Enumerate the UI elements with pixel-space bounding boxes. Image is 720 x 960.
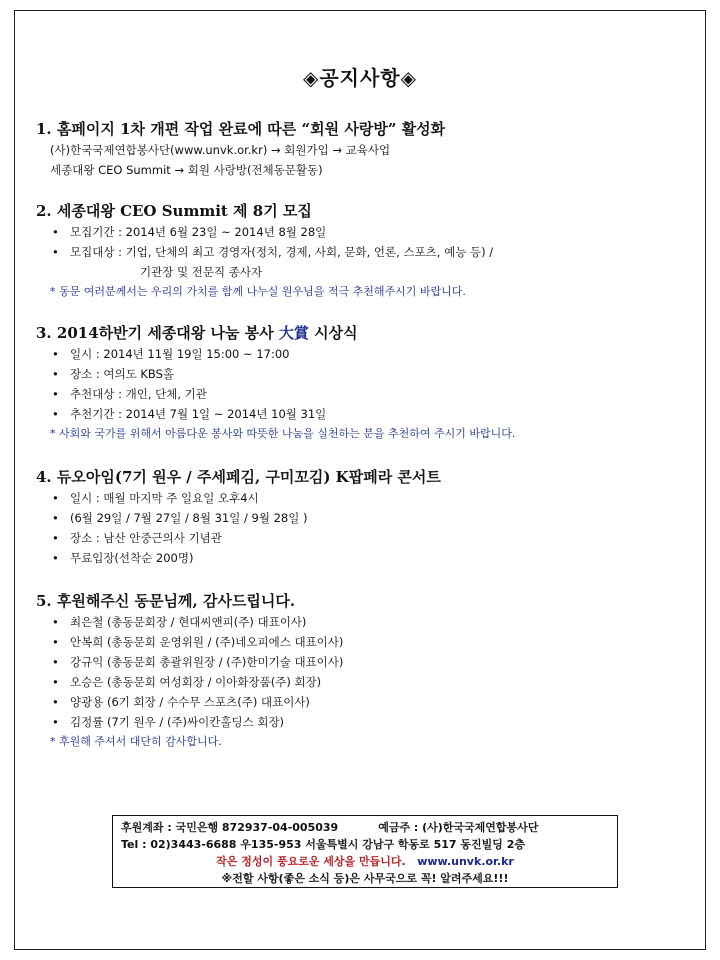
bullet-icon: • bbox=[52, 715, 59, 729]
bullet-icon: • bbox=[52, 511, 59, 525]
bullet-icon: • bbox=[52, 655, 59, 669]
section-4 bbox=[36, 466, 696, 568]
bullet-icon: • bbox=[52, 615, 59, 629]
section-3-note: * 사회와 국가를 위해서 아름다운 봉사와 따뜻한 나눔을 실천하는 분을 추천하여 주시기 바랍니다. bbox=[50, 427, 516, 440]
list-item: • 안복희 (총동문회 운영위원 / (주)네오피에스 대표이사) bbox=[36, 632, 696, 652]
list-item: • 일시 : 2014년 11월 19일 15:00 ~ 17:00 bbox=[36, 344, 696, 364]
bullet-icon: • bbox=[52, 407, 59, 421]
bullet-icon: • bbox=[52, 531, 59, 545]
list-item: • 일시 : 매월 마지막 주 일요일 오후4시 bbox=[36, 488, 696, 508]
award-highlight: 大賞 bbox=[278, 324, 309, 342]
website-link[interactable]: www.unvk.or.kr bbox=[417, 855, 514, 868]
section-2-note: * 동문 여러분께서는 우리의 가치를 함께 나누실 원우님을 적극 추천해주시기 바랍니다. bbox=[50, 285, 466, 298]
list-item: • 추천기간 : 2014년 7월 1일 ~ 2014년 10월 31일 bbox=[36, 404, 696, 424]
bullet-icon: • bbox=[52, 635, 59, 649]
list-item: • 김정률 (7기 원우 / (주)싸이칸홀딩스 회장) bbox=[36, 712, 696, 732]
list-item: • 오승은 (총동문회 여성회장 / 이아화장품(주) 회장) bbox=[36, 672, 696, 692]
list-item: • 추천대상 : 개인, 단체, 기관 bbox=[36, 384, 696, 404]
list-item: • 강규익 (총동문회 총괄위원장 / (주)한미기술 대표이사) bbox=[36, 652, 696, 672]
section-4-heading: 4. 듀오아임(7기 원우 / 주세페김, 구미꼬김) K팝페라 콘서트 bbox=[36, 468, 441, 486]
section-1-line: (사)한국국제연합봉사단(www.unvk.or.kr) → 회원가입 → 교육사업 bbox=[50, 143, 391, 157]
donation-info-box bbox=[112, 815, 618, 888]
list-item: • 모집기간 : 2014년 6월 23일 ~ 2014년 8월 28일 bbox=[36, 222, 696, 242]
section-3 bbox=[36, 322, 696, 444]
list-item: • 양광용 (6기 회장 / 수수무 스포츠(주) 대표이사) bbox=[36, 692, 696, 712]
bullet-icon: • bbox=[52, 245, 59, 259]
section-2 bbox=[36, 200, 696, 302]
section-5 bbox=[36, 590, 696, 752]
footer-notice: ※전할 사항(좋은 소식 등)은 사무국으로 꼭! 알려주세요!!! bbox=[221, 872, 509, 885]
section-1 bbox=[36, 118, 696, 180]
bullet-icon: • bbox=[52, 675, 59, 689]
slogan: 작은 정성이 풍요로운 세상을 만듭니다. bbox=[216, 855, 406, 868]
list-item: • 모집대상 : 기업, 단체의 최고 경영자(정치, 경제, 사회, 문화, 언론, 스포츠, 예능 등) / bbox=[36, 242, 696, 262]
section-5-heading: 5. 후원해주신 동문님께, 감사드립니다. bbox=[36, 592, 296, 610]
list-item: • 무료입장(선착순 200명) bbox=[36, 548, 696, 568]
list-item: • (6월 29일 / 7월 27일 / 8월 31일 / 9월 28일 ) bbox=[36, 508, 696, 528]
list-item: • 장소 : 여의도 KBS홀 bbox=[36, 364, 696, 384]
bullet-icon: • bbox=[52, 367, 59, 381]
list-item: • 최은철 (총동문회장 / 현대씨앤피(주) 대표이사) bbox=[36, 612, 696, 632]
bullet-icon: • bbox=[52, 695, 59, 709]
bank-account: 후원계좌 : 국민은행 872937-04-005039 bbox=[121, 821, 339, 834]
bullet-icon: • bbox=[52, 387, 59, 401]
account-holder: 예금주 : (사)한국국제연합봉사단 bbox=[378, 821, 539, 834]
bullet-icon: • bbox=[52, 347, 59, 361]
bullet-icon: • bbox=[52, 551, 59, 565]
tel-address: Tel : 02)3443-6688 우135-953 서울특별시 강남구 학동로 517 동진빌딩 2층 bbox=[121, 838, 526, 851]
bullet-icon: • bbox=[52, 491, 59, 505]
section-5-note: * 후원해 주셔서 대단히 감사합니다. bbox=[50, 735, 222, 748]
section-1-line: 세종대왕 CEO Summit → 회원 사랑방(전체동문활동) bbox=[50, 163, 323, 177]
list-item-continuation: 기관장 및 전문직 종사자 bbox=[140, 265, 263, 279]
slogan-line bbox=[121, 853, 609, 870]
page-title: ◈공지사항◈ bbox=[302, 66, 418, 90]
section-3-heading: 3. 2014하반기 세종대왕 나눔 봉사 大賞 시상식 bbox=[36, 324, 358, 342]
section-2-heading: 2. 세종대왕 CEO Summit 제 8기 모집 bbox=[36, 202, 312, 220]
account-line bbox=[121, 819, 609, 836]
list-item: • 장소 : 남산 안중근의사 기념관 bbox=[36, 528, 696, 548]
bullet-icon: • bbox=[52, 225, 59, 239]
section-1-heading: 1. 홈페이지 1차 개편 작업 완료에 따른 “회원 사랑방” 활성화 bbox=[36, 120, 446, 138]
